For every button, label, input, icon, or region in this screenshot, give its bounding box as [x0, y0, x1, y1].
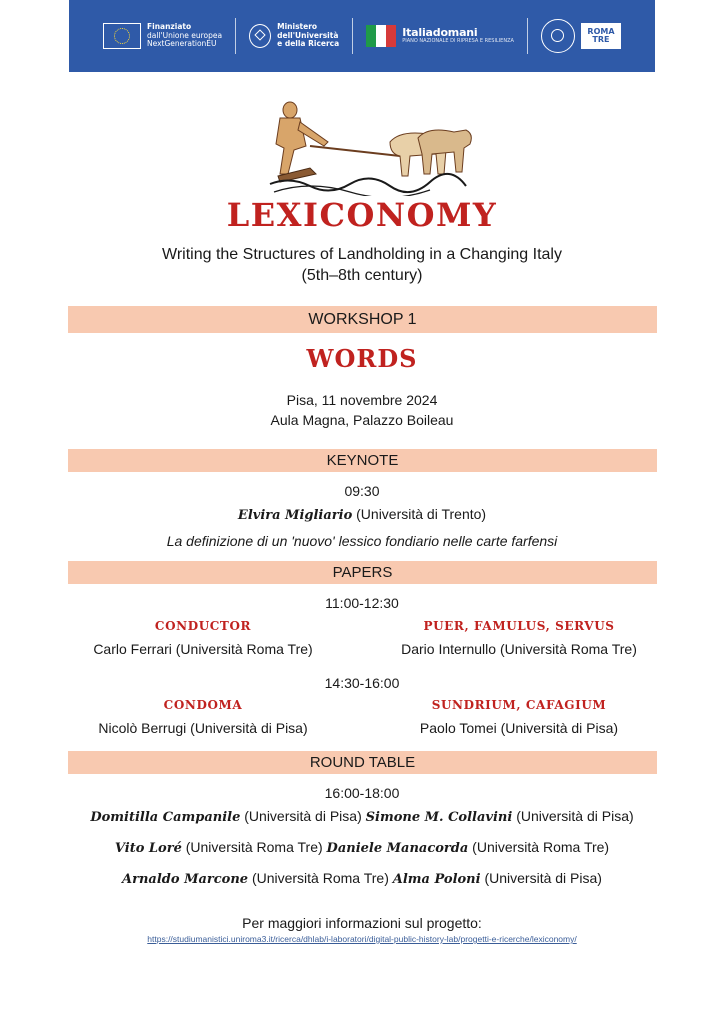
papers-header: PAPERS [68, 561, 657, 584]
eu-line2: dall'Unione europea [147, 30, 223, 40]
round-table-row [0, 839, 724, 856]
eu-flag-icon [103, 23, 141, 49]
keynote-header: KEYNOTE [68, 449, 657, 472]
italiadomani-logo [366, 25, 514, 47]
banner-divider [527, 18, 528, 54]
eu-line1: Finanziato [147, 22, 192, 32]
roma-tre-logo [581, 23, 621, 49]
participant-name: Simone M. Collavini [365, 810, 513, 825]
participant-name: Daniele Manacorda [326, 841, 469, 856]
paper-title: CONDUCTOR [154, 619, 252, 633]
project-link[interactable]: https://studiumanistici.uniroma3.it/ricerca/dhlab/i-laboratori/digital-public-history-lab/progetti-e-ricerche/lexiconomy/ [147, 934, 577, 944]
eu-logo [103, 23, 222, 49]
paper-title: SUNDRIUM, CAFAGIUM [431, 698, 607, 712]
paper-item [22, 698, 384, 736]
roma-tre-line1: ROMA [587, 27, 615, 36]
banner-divider [352, 18, 353, 54]
workshop-venue: Aula Magna, Palazzo Boileau [270, 412, 454, 428]
participant-affiliation: (Università Roma Tre) [472, 839, 610, 855]
project-subtitle [0, 244, 724, 286]
workshop-label: WORKSHOP 1 [68, 306, 657, 333]
paper-item [22, 619, 384, 657]
university-logos [541, 19, 621, 53]
papers-session2-time: 14:30-16:00 [324, 675, 400, 691]
subtitle-line2: (5th–8th century) [301, 267, 423, 284]
participant-name: Domitilla Campanile [90, 810, 241, 825]
keynote-speaker-line [0, 506, 724, 523]
university-seal-icon [541, 19, 575, 53]
participant-name: Arnaldo Marcone [122, 872, 249, 887]
papers-session1-time: 11:00-12:30 [325, 595, 399, 611]
paper-title: CONDOMA [163, 698, 243, 712]
participant-affiliation: (Università di Pisa) [516, 808, 634, 824]
mur-line2: dell'Università [277, 30, 339, 40]
keynote-affiliation: (Università di Trento) [356, 506, 487, 522]
funding-banner [69, 0, 655, 72]
workshop-place: Pisa, 11 novembre 2024 [286, 392, 438, 408]
paper-item [338, 698, 700, 736]
paper-speaker: Dario Internullo (Università Roma Tre) [401, 641, 637, 657]
paper-speaker: Carlo Ferrari (Università Roma Tre) [93, 641, 313, 657]
round-table-row [0, 870, 724, 887]
participant-name: Alma Poloni [392, 872, 481, 887]
paper-item [338, 619, 700, 657]
workshop-title: WORDS [306, 344, 418, 373]
paper-speaker: Nicolò Berrugi (Università di Pisa) [98, 720, 308, 736]
project-title: LEXICONOMY [226, 196, 498, 234]
mur-line1: Ministero [277, 22, 318, 32]
paper-speaker: Paolo Tomei (Università di Pisa) [419, 720, 619, 736]
italiadomani-name: Italiadomani [402, 25, 478, 39]
eu-line3: NextGenerationEU [147, 39, 217, 49]
participant-affiliation: (Università di Pisa) [244, 808, 362, 824]
italiadomani-sub: PIANO NAZIONALE DI RIPRESA E RESILIENZA [402, 38, 514, 45]
round-table-time: 16:00-18:00 [324, 785, 400, 801]
mur-line3: e della Ricerca [277, 39, 340, 49]
italian-emblem-icon [249, 24, 271, 48]
keynote-talk: La definizione di un 'nuovo' lessico fondiario nelle carte farfensi [166, 533, 558, 549]
participant-affiliation: (Università Roma Tre) [251, 870, 389, 886]
mur-logo [249, 23, 339, 49]
participant-affiliation: (Università di Pisa) [484, 870, 602, 886]
paper-title: PUER, FAMULUS, SERVUS [423, 619, 615, 633]
round-table-header: ROUND TABLE [68, 751, 657, 774]
roma-tre-line2: TRE [592, 35, 610, 44]
participant-affiliation: (Università Roma Tre) [185, 839, 323, 855]
italian-flag-icon [366, 25, 396, 47]
more-info-text: Per maggiori informazioni sul progetto: [242, 915, 482, 931]
banner-divider [235, 18, 236, 54]
ploughman-illustration [250, 96, 474, 196]
keynote-speaker: Elvira Migliario [237, 508, 353, 523]
subtitle-line1: Writing the Structures of Landholding in a Changing Italy [162, 246, 562, 263]
participant-name: Vito Loré [114, 841, 182, 856]
keynote-time: 09:30 [344, 483, 380, 499]
round-table-row [0, 808, 724, 825]
